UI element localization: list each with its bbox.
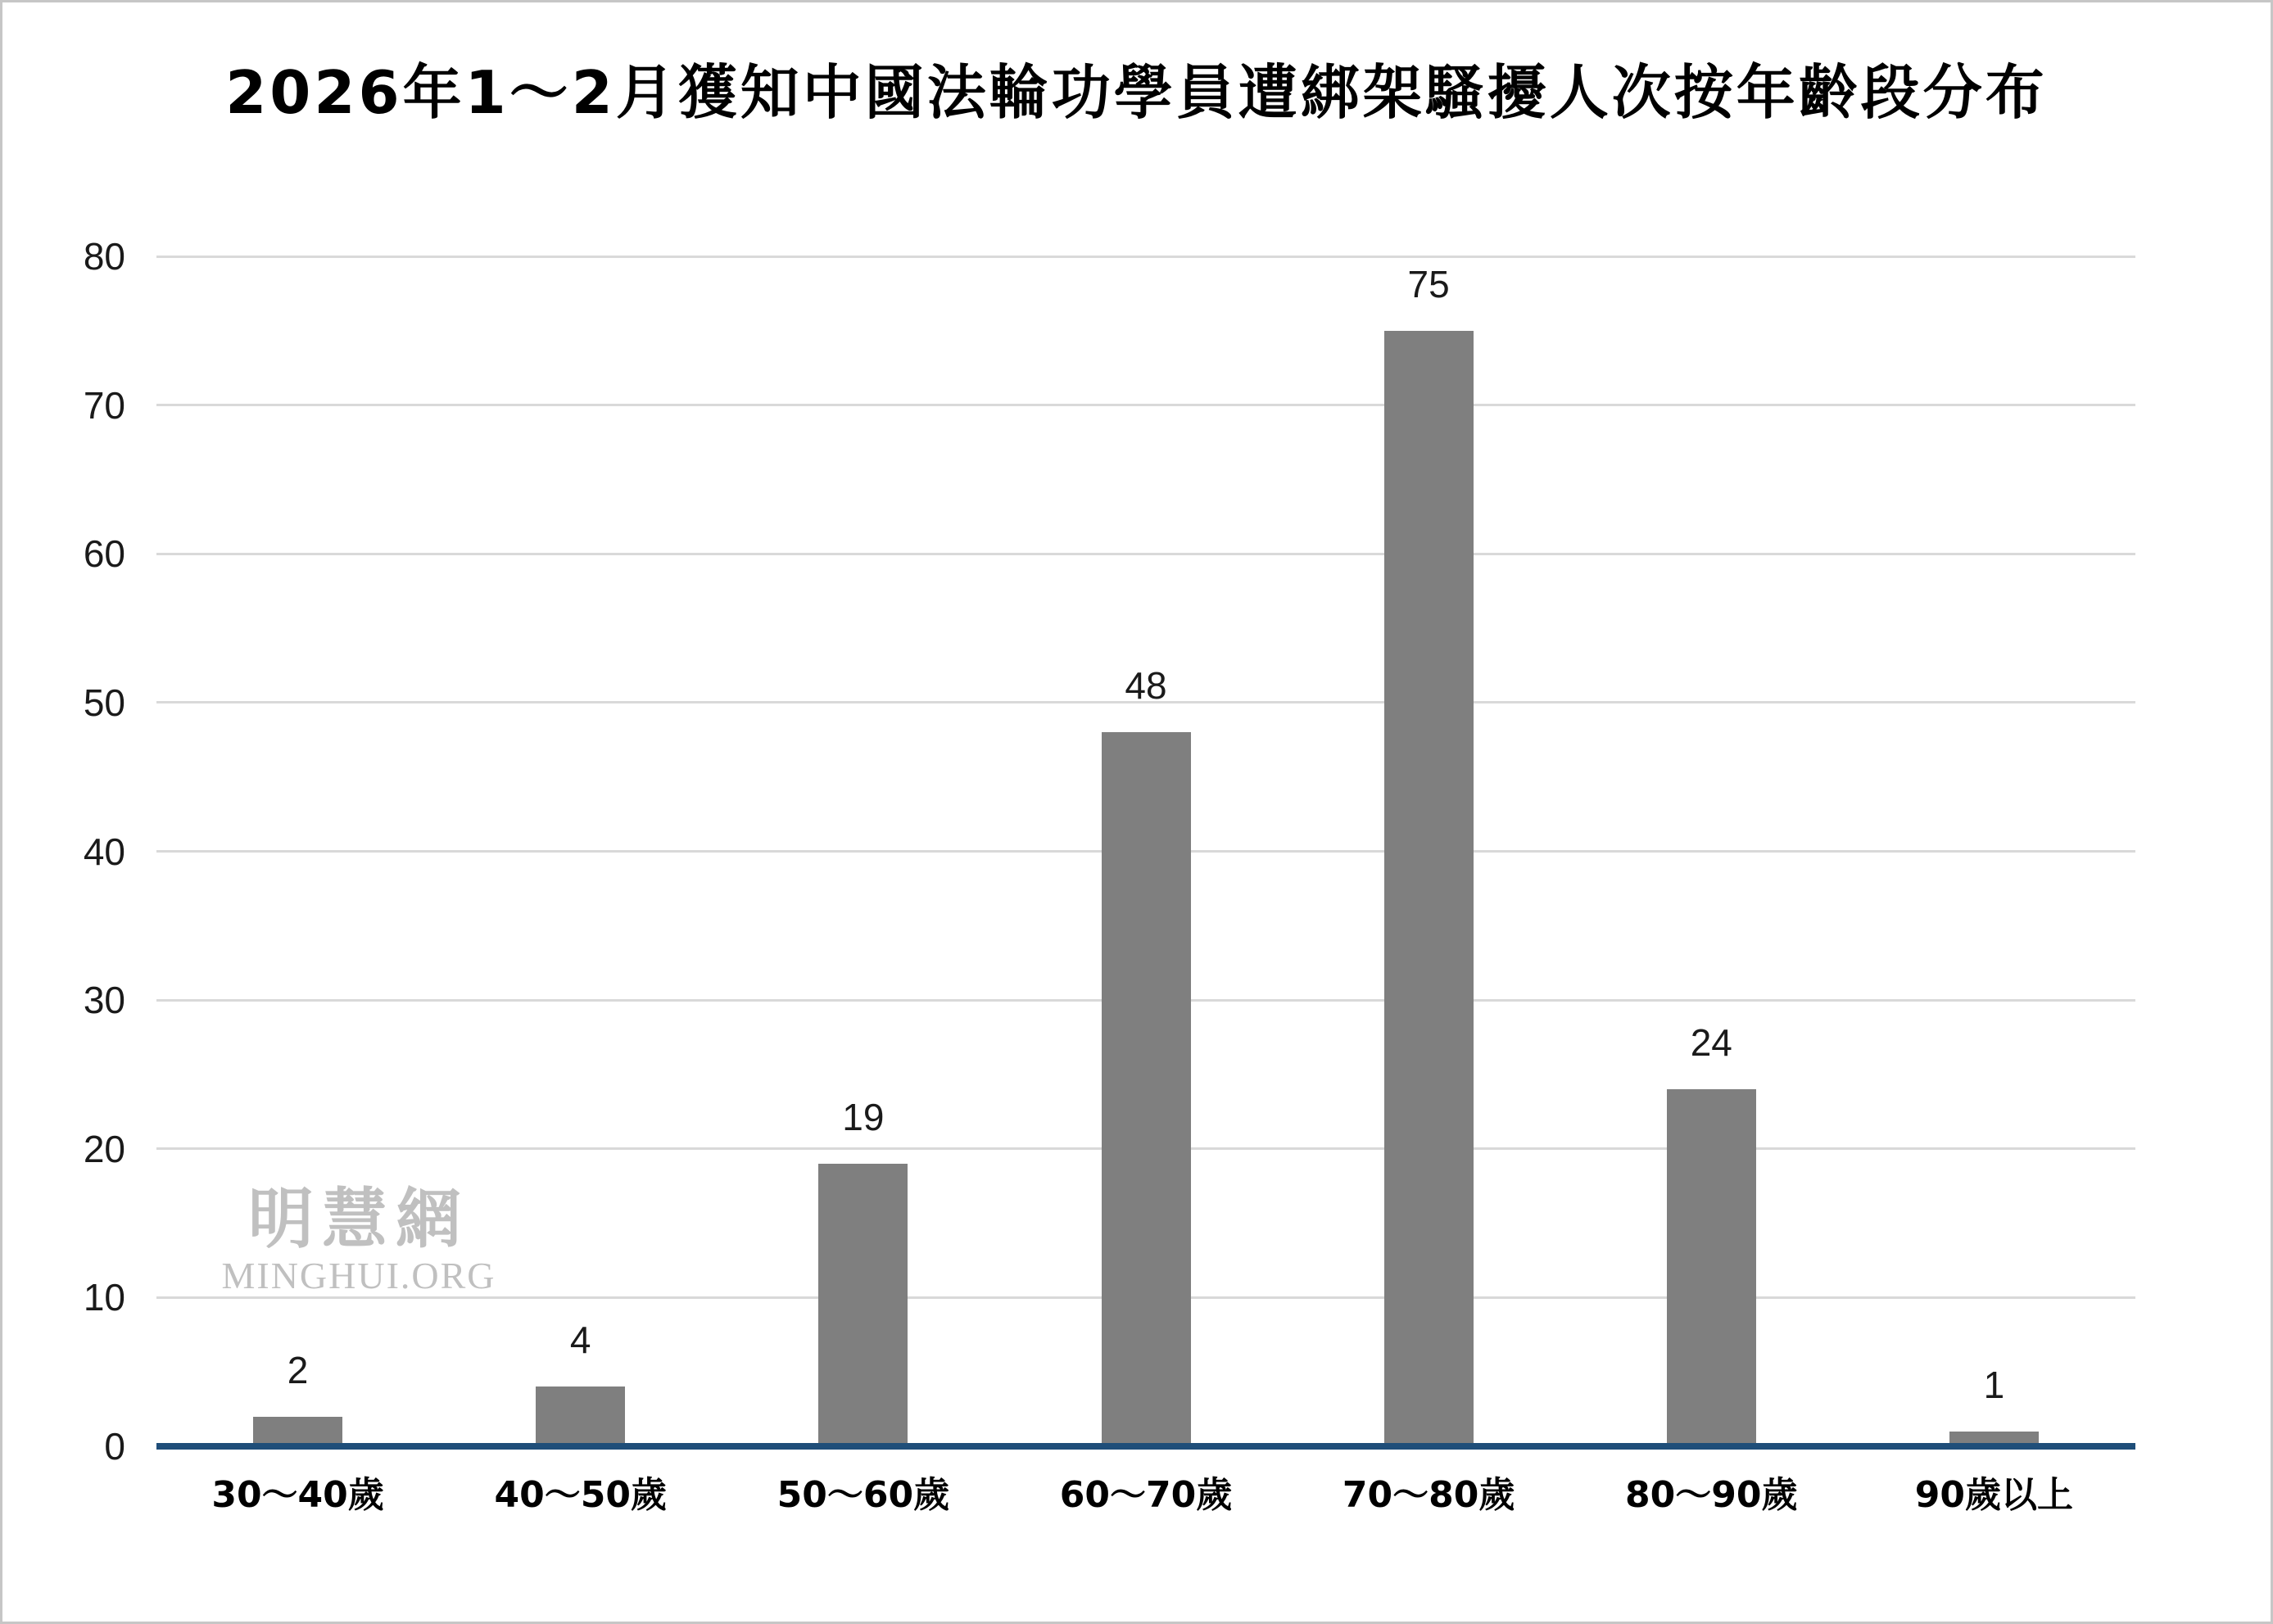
chart-title: 2026年1～2月獲知中國法輪功學員遭綁架騷擾人次按年齡段分布 [225,58,2048,127]
bar-value-label: 4 [569,1319,591,1362]
bar [818,1164,908,1446]
bar-value-label: 48 [1125,664,1167,708]
x-axis-tick-label: 90歲以上 [1914,1474,2074,1516]
y-axis-tick-label: 50 [83,681,125,724]
minghui-watermark [207,1181,510,1296]
x-axis-baseline [156,1443,2135,1450]
x-axis-tick-label: 80～90歲 [1625,1474,1798,1516]
bar-value-label: 19 [842,1095,885,1138]
bar-value-label: 24 [1690,1021,1732,1065]
bar [536,1387,625,1446]
y-axis-tick-label: 40 [83,830,125,873]
x-axis-tick-label: 30～40歲 [211,1474,384,1516]
watermark-latin-text: MINGHUI.ORG [221,1255,496,1296]
y-axis-tick-label: 80 [83,235,125,278]
y-axis-tick-label: 70 [83,383,125,427]
watermark-cjk-text: 明慧網 [248,1181,469,1257]
gridline [156,404,2135,406]
bar [253,1417,342,1446]
y-axis-tick-label: 0 [104,1425,125,1468]
bar-value-label: 1 [1983,1363,2005,1406]
bar [1384,331,1474,1446]
y-axis-tick-label: 30 [83,979,125,1022]
bar-value-label: 2 [287,1348,309,1391]
y-axis-tick-label: 60 [83,532,125,576]
y-axis-tick-label: 10 [83,1276,125,1319]
gridline [156,553,2135,555]
x-axis-tick-label: 50～60歲 [777,1474,950,1516]
bar [1667,1089,1756,1446]
y-axis-tick-label: 20 [83,1127,125,1170]
x-axis-tick-label: 40～50歲 [494,1474,667,1516]
x-axis-tick-label: 60～70歲 [1059,1474,1233,1516]
plot-area [2,2,2271,1622]
bar-value-label: 75 [1407,262,1450,305]
x-axis-tick-label: 70～80歲 [1342,1474,1515,1516]
gridline [156,256,2135,258]
bar [1102,732,1191,1446]
